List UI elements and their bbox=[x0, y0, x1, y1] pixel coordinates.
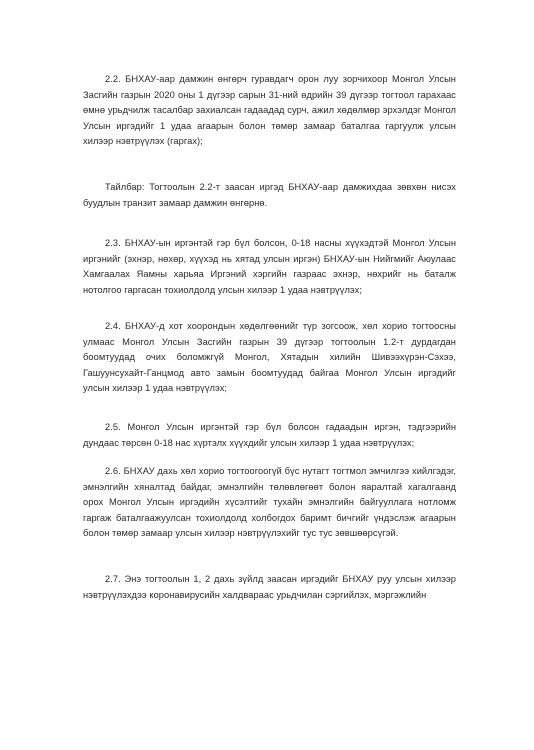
paragraph-note: Тайлбар: Тогтоолын 2.2-т заасан иргэд БНХАУ-аар дамжихдаа зөвхөн нисэх буудлын транзит замаар дамжин өнгөрнө. bbox=[83, 182, 456, 208]
paragraph-2-3: 2.3. БНХАУ-ын иргэнтэй гэр бүл болсон, 0-18 насны хүүхэдтэй Монгол Улсын иргэнийг (эхнэр, нөхөр, хүүхэд нь хятад улсын иргэн) БНХАУ-ын Нийгмийг Аюулаас Хамгаалах Яамны харьяа Иргэний хэргийн газраас эхнэр, нөхрийг нь баталж нотолгоо гаргасан тохиолдолд улсын хилээр 1 удаа нэвтрүүлэх; bbox=[83, 238, 456, 295]
paragraph-2-4: 2.4. БНХАУ-д хот хоорондын хөдөлгөөнийг түр зогсоож, хөл хорио тогтоосны улмаас Монгол Улсын Засгийн газрын 39 дүгээр тогтоолын 1.2-т дурдагдан боомтуудад очих боломжгүй Монгол, Хятадын хилийн Шивээхүрэн-Сэхээ, Гашуунсухайт-Ганцмод авто замын боомтуудад байгаа Монгол Улсын иргэдийг улсын хилээр 1 удаа нэвтрүүлэх; bbox=[83, 321, 456, 394]
paragraph-2-6: 2.6. БНХАУ дахь хөл хорио тогтоогоогүй бүс нутагт тогтмол эмчилгээ хийлгэдэг, эмнэлгийн хяналтад байдаг, эмнэлгийн төлөвлөгөөт болон яаралтай хагалгаанд орох Монгол Улсын иргэдийн хүсэлтийг тухайн эмнэлгийн байгууллага нотломж гаргаж баталгаажуулсан тохиолдолд холбогдох баримт бичгийг үндэслэж агаарын болон төмөр замаар улсын хилээр нэвтрүүлэхийг тус тус зөвшөөрсүгэй. bbox=[83, 466, 456, 539]
paragraph-2-2: 2.2. БНХАУ-аар дамжин өнгөрч гуравдагч орон луу зорчихоор Монгол Улсын Засгийн газрын 2020 оны 1 дүгээр сарын 31-ний өдрийн 39 дүгээр тогтоол гарахаас өмнө урьдчилж тасалбар захиалсан гадаадад сурч, ажил хөдөлмөр эрхэлдэг Монгол Улсын иргэдийг 1 удаа агаарын болон төмөр замаар баталгаа гаргуулж улсын хилээр нэвтрүүлэх (гаргах); bbox=[83, 74, 456, 147]
paragraph-2-5: 2.5. Монгол Улсын иргэнтэй гэр бүл болсон гадаадын иргэн, тэдгээрийн дундаас төрсөн 0-18 нас хүртэлх хүүхдийг улсын хилээр 1 удаа нэвтрүүлэх; bbox=[83, 422, 456, 448]
paragraph-2-7: 2.7. Энэ тогтоолын 1, 2 дахь зүйлд заасан иргэдийг БНХАУ руу улсын хилээр нэвтрүүлэхдээ коронавирусийн халдвараас урьдчилан сэргийлэх, мэргэжлийн bbox=[83, 574, 456, 600]
